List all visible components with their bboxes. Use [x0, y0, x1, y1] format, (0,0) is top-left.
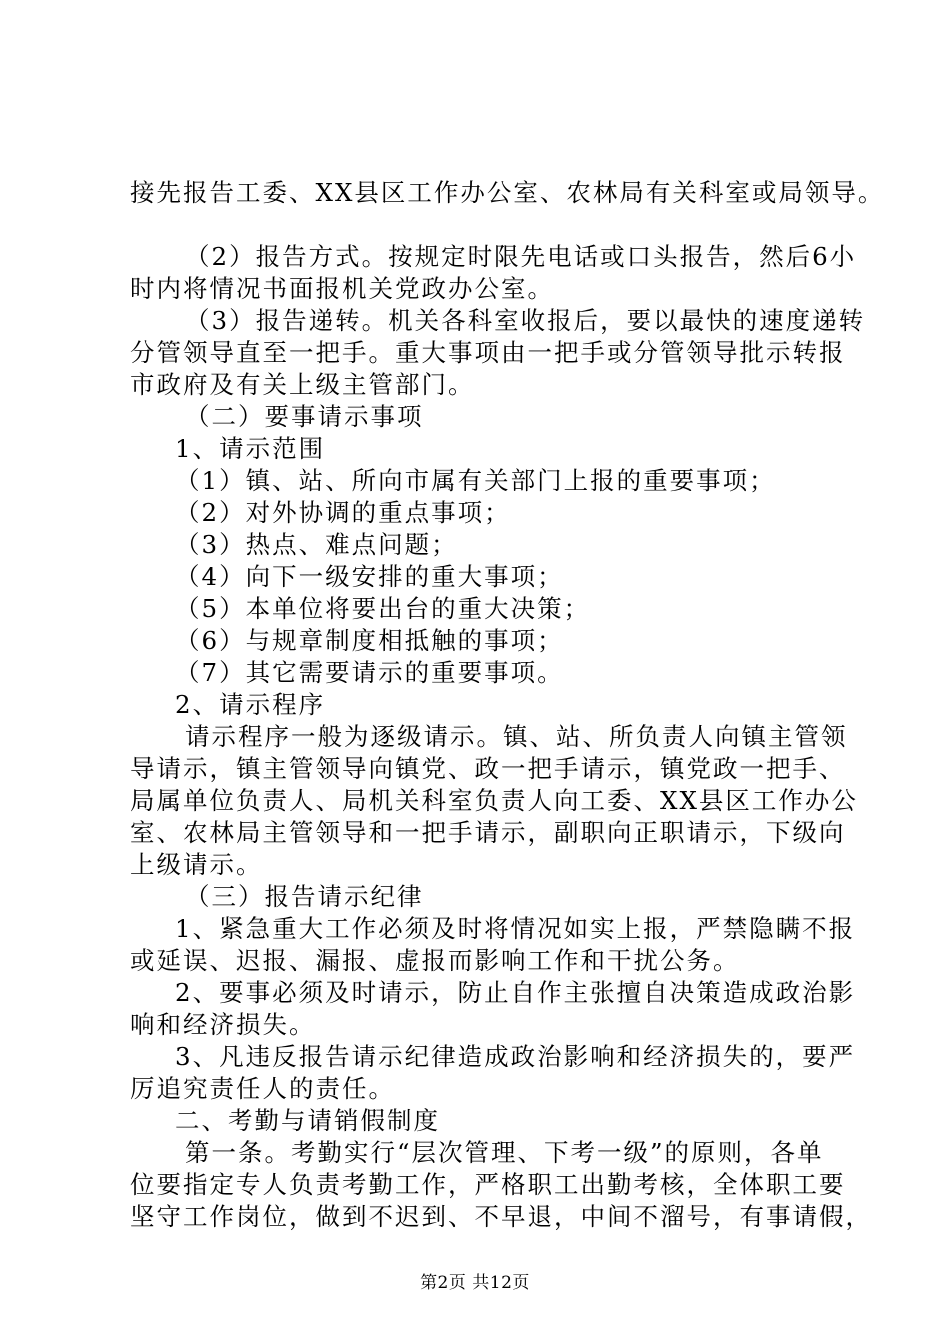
list-item: （2）对外协调的重点事项；	[175, 498, 511, 527]
text-line: 局属单位负责人、局机关科室负责人向工委、XX县区工作办公	[130, 786, 858, 815]
text-line: 分管领导直至一把手。重大事项由一把手或分管领导批示转报	[130, 338, 846, 367]
list-item: （1）镇、站、所向市属有关部门上报的重要事项；	[175, 466, 776, 495]
list-item: （5）本单位将要出台的重大决策；	[175, 594, 591, 623]
text-line: 上级请示。	[130, 850, 263, 879]
text-line: 1、紧急重大工作必须及时将情况如实上报，严禁隐瞒不报	[175, 914, 856, 943]
text-line: 请示程序一般为逐级请示。镇、站、所负责人向镇主管领	[185, 722, 848, 751]
text-line: 坚守工作岗位，做到不迟到、不早退，中间不溜号，有事请假，	[130, 1202, 872, 1231]
text-line: （3）报告递转。机关各科室收报后，要以最快的速度递转	[185, 306, 866, 335]
text-line: 或延误、迟报、漏报、虚报而影响工作和干扰公务。	[130, 946, 740, 975]
list-item: （3）热点、难点问题；	[175, 530, 458, 559]
text-line: 3、凡违反报告请示纪律造成政治影响和经济损失的，要严	[175, 1042, 856, 1071]
text-line: 导请示，镇主管领导向镇党、政一把手请示，镇党政一把手、	[130, 754, 846, 783]
text-line: 2、要事必须及时请示，防止自作主张擅自决策造成政治影	[175, 978, 856, 1007]
text-line: 时内将情况书面报机关党政办公室。	[130, 274, 554, 303]
section-heading: 二、考勤与请销假制度	[175, 1106, 440, 1135]
text-line: 接先报告工委、XX县区工作办公室、农林局有关科室或局领导。	[130, 178, 885, 207]
list-item: （6）与规章制度相抵触的事项；	[175, 626, 564, 655]
text-line: 室、农林局主管领导和一把手请示，副职向正职请示，下级向	[130, 818, 846, 847]
subsection-heading: 1、请示范围	[175, 434, 326, 463]
section-heading: （三）报告请示纪律	[185, 882, 424, 911]
subsection-heading: 2、请示程序	[175, 690, 326, 719]
text-line: 市政府及有关上级主管部门。	[130, 370, 475, 399]
text-line: 位要指定专人负责考勤工作，严格职工出勤考核，全体职工要	[130, 1170, 846, 1199]
list-item: （7）其它需要请示的重要事项。	[175, 658, 564, 687]
text-line: 第一条。考勤实行“层次管理、下考一级”的原则，各单	[185, 1138, 824, 1167]
section-heading: （二）要事请示事项	[185, 402, 424, 431]
page-number-footer: 第2页 共12页	[420, 1273, 530, 1293]
list-item: （4）向下一级安排的重大事项；	[175, 562, 564, 591]
text-line: 厉追究责任人的责任。	[130, 1074, 395, 1103]
text-line: 响和经济损失。	[130, 1010, 316, 1039]
text-line: （2）报告方式。按规定时限先电话或口头报告，然后6小	[185, 242, 857, 271]
